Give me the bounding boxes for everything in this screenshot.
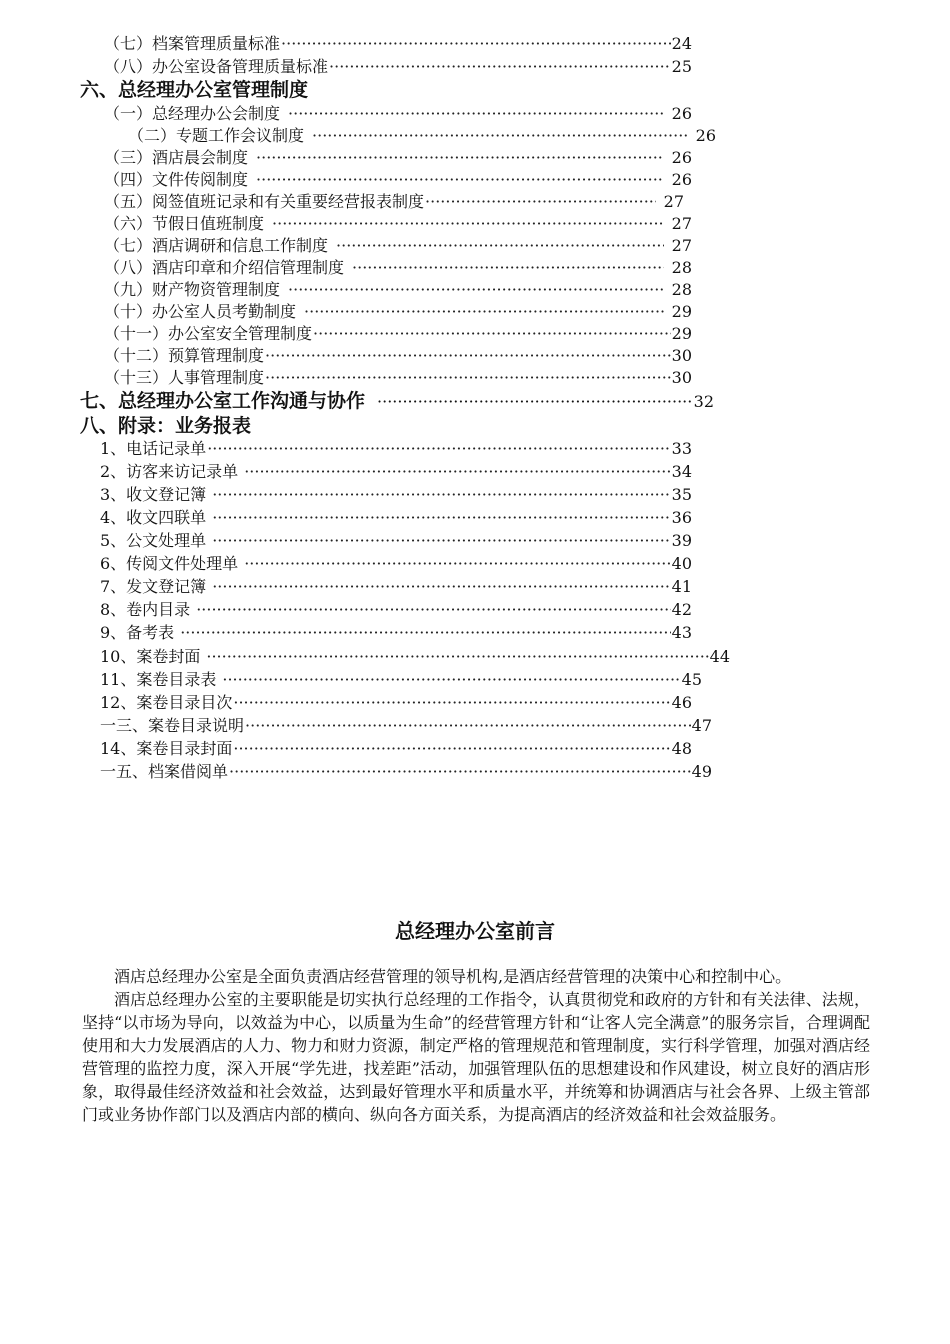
- toc-entry[interactable]: [104, 213, 692, 235]
- toc-entry[interactable]: [128, 125, 716, 147]
- toc-entry[interactable]: [100, 715, 712, 737]
- toc-entry-page: 39: [671, 531, 692, 550]
- toc-leader-dots: [212, 484, 670, 506]
- toc-entry-page: 26: [671, 104, 692, 123]
- toc-entry-page: 34: [671, 462, 692, 481]
- toc-entry-page: 35: [671, 485, 692, 504]
- toc-entry-title: 一五、档案借阅单: [100, 762, 229, 781]
- toc-entry-title: 10、案卷封面: [100, 647, 201, 666]
- toc-entry-page: 26: [671, 170, 692, 189]
- toc-entry-page: 49: [691, 762, 712, 781]
- toc-entry-title: 3、收文登记簿: [100, 485, 207, 504]
- toc-entry-title: 5、公文处理单: [100, 531, 207, 550]
- toc-entry[interactable]: [104, 147, 692, 169]
- toc-leader-dots: [256, 147, 664, 169]
- section-heading-title: 六、总经理办公室管理制度: [80, 79, 309, 101]
- toc-entry-page: 47: [691, 716, 712, 735]
- toc-entry[interactable]: [100, 576, 692, 598]
- toc-entry-page: 28: [671, 258, 692, 277]
- toc-entry-page: 44: [709, 647, 730, 666]
- toc-entry-page: 42: [671, 600, 692, 619]
- toc-entry[interactable]: [100, 669, 702, 691]
- toc-entry-page: 46: [671, 693, 692, 712]
- toc-entry-page: 30: [671, 346, 692, 365]
- toc-entry-title: 2、访客来访记录单: [100, 462, 239, 481]
- toc-entry-title: 1、电话记录单: [100, 439, 207, 458]
- toc-leader-dots: [265, 367, 671, 389]
- toc-entry-title: （八）办公室设备管理质量标准: [104, 57, 329, 76]
- toc-leader-dots: [245, 715, 691, 737]
- toc-entry-page: 28: [671, 280, 692, 299]
- toc-entry-title: （十二）预算管理制度: [104, 346, 265, 365]
- toc-leader-dots: [222, 669, 680, 691]
- toc-entry-page: 40: [671, 554, 692, 573]
- toc-entry-title: （七）酒店调研和信息工作制度: [104, 236, 329, 255]
- toc-entry-title: 8、卷内目录: [100, 600, 191, 619]
- toc-entry-title: （十）办公室人员考勤制度: [104, 302, 297, 321]
- toc-section-heading[interactable]: [80, 78, 308, 102]
- toc-entry[interactable]: [104, 56, 692, 78]
- toc-entry-title: （五）阅签值班记录和有关重要经营报表制度: [104, 192, 425, 211]
- toc-leader-dots: [425, 191, 656, 213]
- toc-entry-title: （九）财产物资管理制度: [104, 280, 281, 299]
- toc-entry-page: 24: [671, 34, 692, 53]
- toc-entry-title: （七）档案管理质量标准: [104, 34, 281, 53]
- toc-entry-page: 26: [671, 148, 692, 167]
- toc-leader-dots: [272, 213, 664, 235]
- toc-entry-title: （八）酒店印章和介绍信管理制度: [104, 258, 345, 277]
- toc-leader-dots: [304, 301, 664, 323]
- toc-entry-title: （十三）人事管理制度: [104, 368, 265, 387]
- toc-entry[interactable]: [104, 103, 692, 125]
- toc-entry[interactable]: [100, 646, 730, 668]
- toc-leader-dots: [265, 345, 671, 367]
- toc-leader-dots: [212, 576, 670, 598]
- toc-entry[interactable]: [104, 301, 692, 323]
- toc-leader-dots: [207, 438, 670, 460]
- toc-entry-title: 9、备考表: [100, 623, 175, 642]
- toc-leader-dots: [212, 530, 670, 552]
- toc-entry[interactable]: [100, 553, 692, 575]
- toc-entry[interactable]: [100, 530, 692, 552]
- toc-entry[interactable]: [104, 235, 692, 257]
- toc-leader-dots: [180, 622, 670, 644]
- toc-leader-dots: [212, 507, 670, 529]
- toc-entry-page: 45: [681, 670, 702, 689]
- toc-entry-title: （三）酒店晨会制度: [104, 148, 249, 167]
- section-heading-title: 七、总经理办公室工作沟通与协作: [80, 390, 366, 412]
- toc-leader-dots: [196, 599, 670, 621]
- toc-entry-page: 43: [671, 623, 692, 642]
- toc-entry-title: 14、案卷目录封面: [100, 739, 233, 758]
- toc-entry[interactable]: [104, 169, 692, 191]
- toc-entry[interactable]: [100, 507, 692, 529]
- toc-entry-title: 12、案卷目录目次: [100, 693, 233, 712]
- toc-leader-dots: [377, 390, 691, 414]
- toc-section-heading[interactable]: [80, 414, 251, 438]
- toc-entry[interactable]: [100, 484, 692, 506]
- toc-entry-page: 41: [671, 577, 692, 596]
- toc-section-heading[interactable]: [80, 389, 714, 414]
- toc-leader-dots: [233, 692, 670, 714]
- toc-entry-title: （二）专题工作会议制度: [128, 126, 305, 145]
- toc-leader-dots: [256, 169, 664, 191]
- toc-entry-page: 29: [671, 324, 692, 343]
- toc-entry[interactable]: [100, 461, 692, 483]
- section-heading-title: 八、附录：业务报表: [80, 415, 252, 437]
- toc-entry-title: 11、案卷目录表: [100, 670, 217, 689]
- toc-entry-page: 27: [671, 236, 692, 255]
- toc-entry-page: 30: [671, 368, 692, 387]
- preface-paragraph: 酒店总经理办公室的主要职能是切实执行总经理的工作指令，认真贯彻党和政府的方针和有关法律、法规，坚持“以市场为导向，以效益为中心，以质量为生命”的经营管理方针和“让客人完全满意”的服务宗旨，合理调配使用和大力发展酒店的人力、物力和财力资源，制定严格的管理规范和管理制度，实行科学管理，加强对酒店经营管理的监控力度，深入开展“学先进，找差距”活动，加强管理队伍的思想建设和作风建设，树立良好的酒店形象，取得最佳经济效益和社会效益，达到最好管理水平和质量水平，并统筹和协调酒店与社会各界、上级主管部门或业务协作部门以及酒店内部的横向、纵向各方面关系，为提高酒店的经济效益和社会效益服务。: [82, 990, 870, 1124]
- toc-entry[interactable]: [104, 345, 692, 367]
- toc-entry-page: 27: [663, 192, 684, 211]
- toc-entry[interactable]: [104, 279, 692, 301]
- toc-leader-dots: [352, 257, 664, 279]
- toc-entry-title: 6、传阅文件处理单: [100, 554, 239, 573]
- toc-entry-page: 26: [695, 126, 716, 145]
- toc-leader-dots: [233, 738, 670, 760]
- toc-leader-dots: [313, 323, 671, 345]
- toc-entry-page: 48: [671, 739, 692, 758]
- toc-entry[interactable]: [100, 738, 692, 760]
- toc-entry-page: 29: [671, 302, 692, 321]
- toc-entry[interactable]: [100, 599, 692, 621]
- preface-paragraph: 酒店总经理办公室是全面负责酒店经营管理的领导机构,是酒店经营管理的决策中心和控制中心。: [114, 967, 792, 986]
- toc-entry-title: 4、收文四联单: [100, 508, 207, 527]
- toc-entry-title: （四）文件传阅制度: [104, 170, 249, 189]
- toc-entry-title: （十一）办公室安全管理制度: [104, 324, 313, 343]
- toc-leader-dots: [288, 279, 664, 301]
- toc-leader-dots: [288, 103, 664, 125]
- toc-entry-page: 32: [693, 392, 714, 411]
- toc-entry-title: 一三、案卷目录说明: [100, 716, 245, 735]
- toc-entry-title: （一）总经理办公会制度: [104, 104, 281, 123]
- toc-leader-dots: [229, 761, 691, 783]
- toc-entry-title: 7、发文登记簿: [100, 577, 207, 596]
- toc-entry[interactable]: [104, 191, 684, 213]
- toc-leader-dots: [312, 125, 688, 147]
- toc-entry-page: 36: [671, 508, 692, 527]
- toc-leader-dots: [244, 553, 670, 575]
- toc-entry[interactable]: [104, 257, 692, 279]
- toc-entry[interactable]: [100, 622, 692, 644]
- toc-entry-page: 27: [671, 214, 692, 233]
- toc-entry-title: （六）节假日值班制度: [104, 214, 265, 233]
- toc-entry[interactable]: [104, 323, 692, 345]
- toc-leader-dots: [329, 56, 671, 78]
- toc-entry-page: 25: [671, 57, 692, 76]
- toc-entry[interactable]: [104, 33, 692, 55]
- toc-entry[interactable]: [100, 692, 692, 714]
- preface-body: [82, 965, 870, 1126]
- toc-entry[interactable]: [100, 438, 692, 460]
- toc-entry[interactable]: [100, 761, 712, 783]
- toc-leader-dots: [281, 33, 671, 55]
- toc-leader-dots: [244, 461, 670, 483]
- toc-leader-dots: [336, 235, 664, 257]
- toc-entry-page: 33: [671, 439, 692, 458]
- preface-title: 总经理办公室前言: [395, 919, 555, 943]
- toc-leader-dots: [206, 646, 708, 668]
- toc-entry[interactable]: [104, 367, 692, 389]
